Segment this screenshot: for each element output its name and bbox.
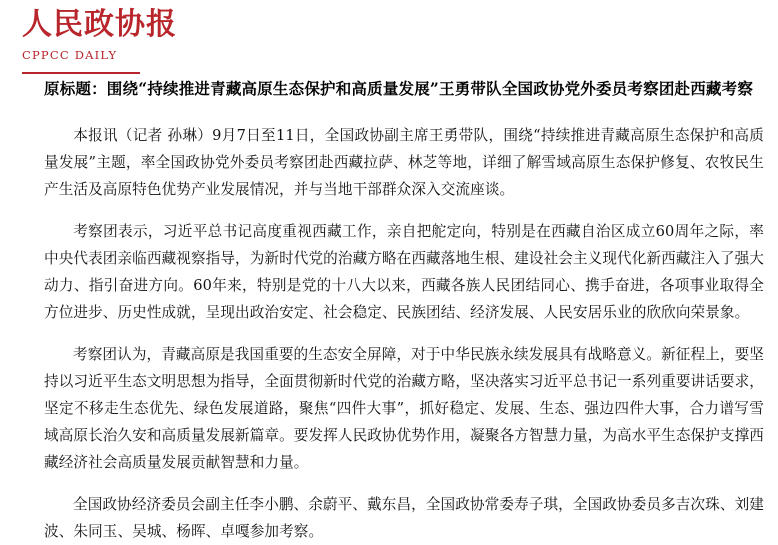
- paragraph-4: [44, 491, 764, 545]
- paragraph-3-text: 考察团认为，青藏高原是我国重要的生态安全屏障，对于中华民族永续发展具有战略意义。新征程上，要坚持以习近平生态文明思想为指导，全面贯彻新时代党的治藏方略，坚决落实习近平总书记一系列重要讲话要求，坚定不移走生态优先、绿色发展道路，聚焦“四件大事”，抓好稳定、发展、生态、强边四件大事，合力谱写雪域高原长治久安和高质量发展新篇章。要发挥人民政协优势作用，凝聚各方智慧力量，为高水平生态保护支撑西藏经济社会高质量发展贡献智慧和力量。: [44, 346, 764, 471]
- masthead-title-en: CPPCC DAILY: [22, 48, 118, 62]
- masthead-divider: [22, 72, 140, 74]
- paragraph-1-text: 本报讯（记者 孙琳）9月7日至11日，全国政协副主席王勇带队，围绕“持续推进青藏高原生态保护和高质量发展”主题，率全国政协党外委员考察团赴西藏拉萨、林芝等地，详细了解雪域高原生态保护修复、农牧民生产生活及高原特色优势产业发展情况，并与当地干部群众深入交流座谈。: [44, 127, 764, 198]
- masthead-title-cn: 人民政协报: [22, 7, 177, 42]
- page-title: 原标题：围绕“持续推进青藏高原生态保护和高质量发展”王勇带队全国政协党外委员考察团赴西藏考察: [44, 79, 754, 98]
- paragraph-1: [44, 122, 764, 203]
- paragraph-2-text: 考察团表示，习近平总书记高度重视西藏工作，亲自把舵定向，特别是在西藏自治区成立60周年之际，率中央代表团亲临西藏视察指导，为新时代党的治藏方略在西藏落地生根、建设社会主义现代化新西藏注入了强大动力、指引奋进方向。60年来，特别是党的十八大以来，西藏各族人民团结同心、携手奋进，各项事业取得全方位进步、历史性成就，呈现出政治安定、社会稳定、民族团结、经济发展、人民安居乐业的欣欣向荣景象。: [44, 223, 764, 321]
- paragraph-2: [44, 218, 764, 326]
- paragraph-4-text: 全国政协经济委员会副主任李小鹏、余蔚平、戴东昌，全国政协常委寿子琪，全国政协委员多吉次珠、刘建波、朱同玉、吴城、杨晖、卓嘎参加考察。: [44, 496, 764, 540]
- paragraph-3: [44, 341, 764, 476]
- article-body: [0, 78, 778, 545]
- masthead: [22, 7, 177, 62]
